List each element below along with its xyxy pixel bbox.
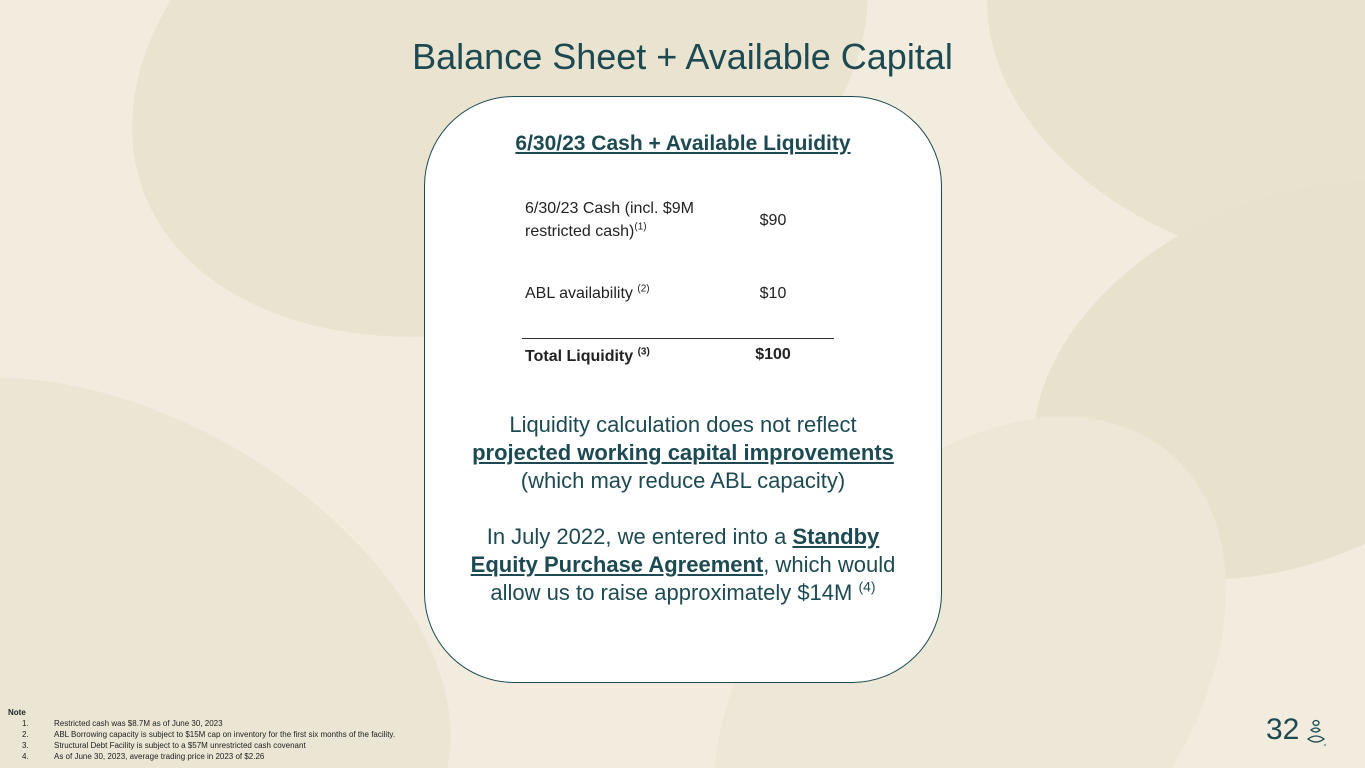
- footnote-item: [8, 751, 395, 762]
- paragraph2-line3-text: allow us to raise approximately $14M: [490, 580, 859, 605]
- footnote-text: ABL Borrowing capacity is subject to $15M cap on inventory for the first six months of the facility.: [54, 730, 396, 739]
- paragraph2-line1-emphasis: Standby: [792, 524, 880, 549]
- footnote-number: 2.: [22, 730, 29, 739]
- total-divider: [522, 338, 834, 339]
- cash-label-line2: restricted cash): [525, 223, 635, 240]
- total-row-label: [525, 345, 650, 368]
- total-label-text: Total Liquidity: [525, 348, 638, 365]
- slide-title: Balance Sheet + Available Capital: [412, 36, 953, 77]
- abl-row-label: [525, 282, 650, 305]
- page-number: 32: [1266, 713, 1300, 746]
- cash-row-value: $90: [759, 212, 787, 229]
- liquidity-card: [424, 96, 942, 683]
- liquidity-note-paragraph: [425, 411, 941, 495]
- footnote-text: As of June 30, 2023, average trading price in 2023 of $2.26: [54, 752, 265, 761]
- paragraph2-line3: [425, 579, 941, 607]
- cash-row-label: [525, 197, 694, 243]
- cash-label-line1: 6/30/23 Cash (incl. $9M: [525, 200, 694, 217]
- footnotes-title: Note: [8, 708, 26, 717]
- paragraph1-line1: Liquidity calculation does not reflect: [509, 412, 857, 437]
- paragraph1-line2: projected working capital improvements: [472, 440, 894, 465]
- footnote-number: 4.: [22, 752, 29, 761]
- footnote-ref-1: (1): [634, 221, 647, 233]
- card-heading: 6/30/23 Cash + Available Liquidity: [515, 132, 851, 155]
- paragraph2-line1: [425, 523, 941, 551]
- footnote-number: 3.: [22, 741, 29, 750]
- paragraph2-line2-suffix: , which would: [763, 552, 896, 577]
- footnote-number: 1.: [22, 719, 29, 728]
- abl-label-text: ABL availability: [525, 285, 638, 302]
- footnote-text: Restricted cash was $8.7M as of June 30, 2023: [54, 719, 223, 728]
- footnote-ref-4: (4): [858, 578, 876, 595]
- footnote-text: Structural Debt Facility is subject to a $57M unrestricted cash covenant: [54, 741, 306, 750]
- footnotes: [8, 707, 395, 762]
- brand-logo-icon: [1305, 718, 1327, 748]
- footnote-ref-2: (2): [637, 283, 650, 295]
- footnote-item: [8, 718, 395, 729]
- sepa-paragraph: [425, 523, 941, 607]
- paragraph2-line2-emphasis: Equity Purchase Agreement: [470, 552, 764, 577]
- paragraph1-line3: (which may reduce ABL capacity): [520, 468, 846, 493]
- footnote-ref-3: (3): [637, 346, 650, 358]
- footnote-item: [8, 729, 395, 740]
- total-row-value: $100: [755, 346, 791, 363]
- abl-row-value: $10: [759, 285, 787, 302]
- paragraph2-line1-prefix: In July 2022, we entered into a: [486, 524, 793, 549]
- paragraph2-line2: [425, 551, 941, 579]
- footnote-item: [8, 740, 395, 751]
